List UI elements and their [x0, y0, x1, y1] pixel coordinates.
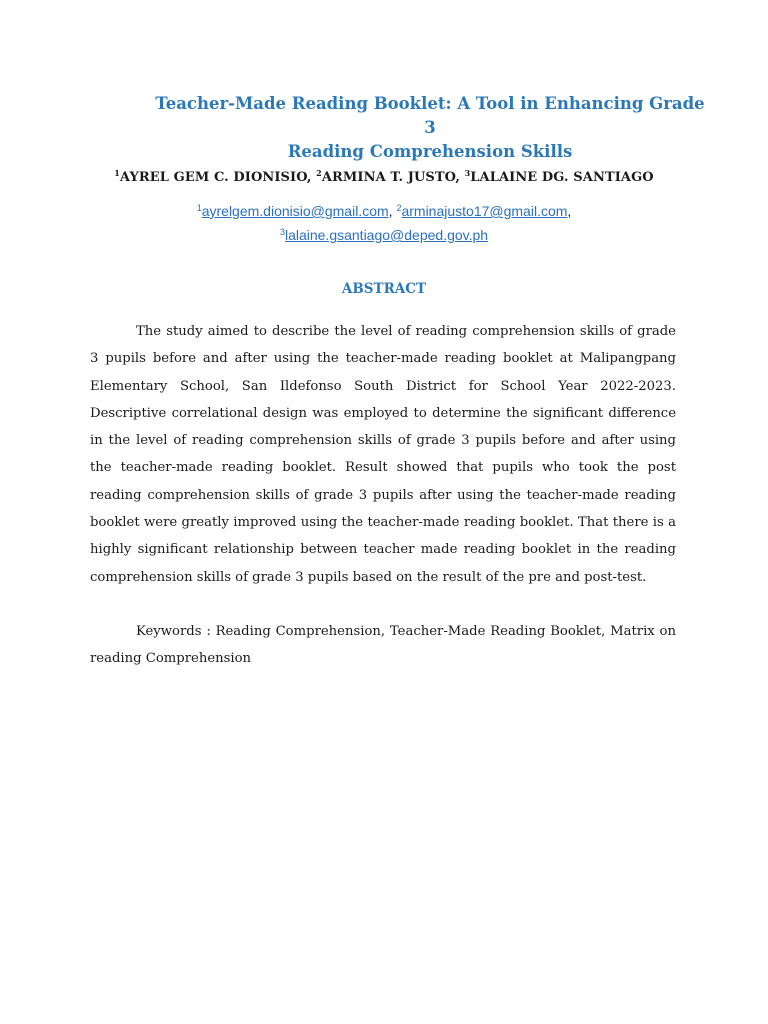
email-line-1 [120, 198, 648, 222]
author-3-name: LALAINE DG. SANTIAGO [470, 170, 654, 185]
author-3-index: 3 [464, 168, 471, 178]
email-line-2 [120, 222, 648, 246]
author-emails [120, 198, 648, 246]
author-1-name: AYREL GEM C. DIONISIO, [119, 170, 317, 185]
email-2-index: 2 [396, 203, 402, 213]
title-line-1: Teacher-Made Reading Booklet: A Tool in Enhancing Grade 3 [155, 94, 705, 137]
email-1-index: 1 [196, 203, 202, 213]
abstract-heading: ABSTRACT [341, 281, 427, 297]
paper-title [150, 92, 710, 164]
keywords: Keywords : Reading Comprehension, Teacher-Made Reading Booklet, Matrix on reading Comprehension [90, 624, 676, 667]
email-link-2[interactable]: arminajusto17@gmail.com [401, 203, 568, 219]
email-link-3[interactable]: lalaine.gsantiago@deped.gov.ph [284, 227, 489, 243]
email-3-index: 3 [279, 227, 285, 237]
author-1-index: 1 [114, 168, 120, 178]
abstract-body: The study aimed to describe the level of reading comprehension skills of grade 3 pupils before and after using the teacher-made reading booklet at Malipangpang Elementary School, San Ildefonso South District for School Year 2022-2023. Descriptive correlational design was employed to determine the significant difference in the level of reading comprehension skills of grade 3 pupils before and after using the teacher-made reading booklet. Result showed that pupils who took the post reading comprehension skills of grade 3 pupils after using the teacher-made reading booklet were greatly improved using the teacher-made reading booklet. That there is a highly significant relationship between teacher made reading booklet in the reading comprehension skills of grade 3 pupils based on the result of the pre and post-test. [90, 324, 676, 585]
author-list [100, 168, 668, 185]
author-2-index: 2 [316, 168, 322, 178]
email-1-separator: , [388, 203, 397, 219]
email-link-1[interactable]: ayrelgem.dionisio@gmail.com [201, 203, 389, 219]
title-line-2: Reading Comprehension Skills [287, 142, 573, 161]
author-2-name: ARMINA T. JUSTO, [321, 170, 465, 185]
email-2-separator: , [567, 203, 572, 219]
